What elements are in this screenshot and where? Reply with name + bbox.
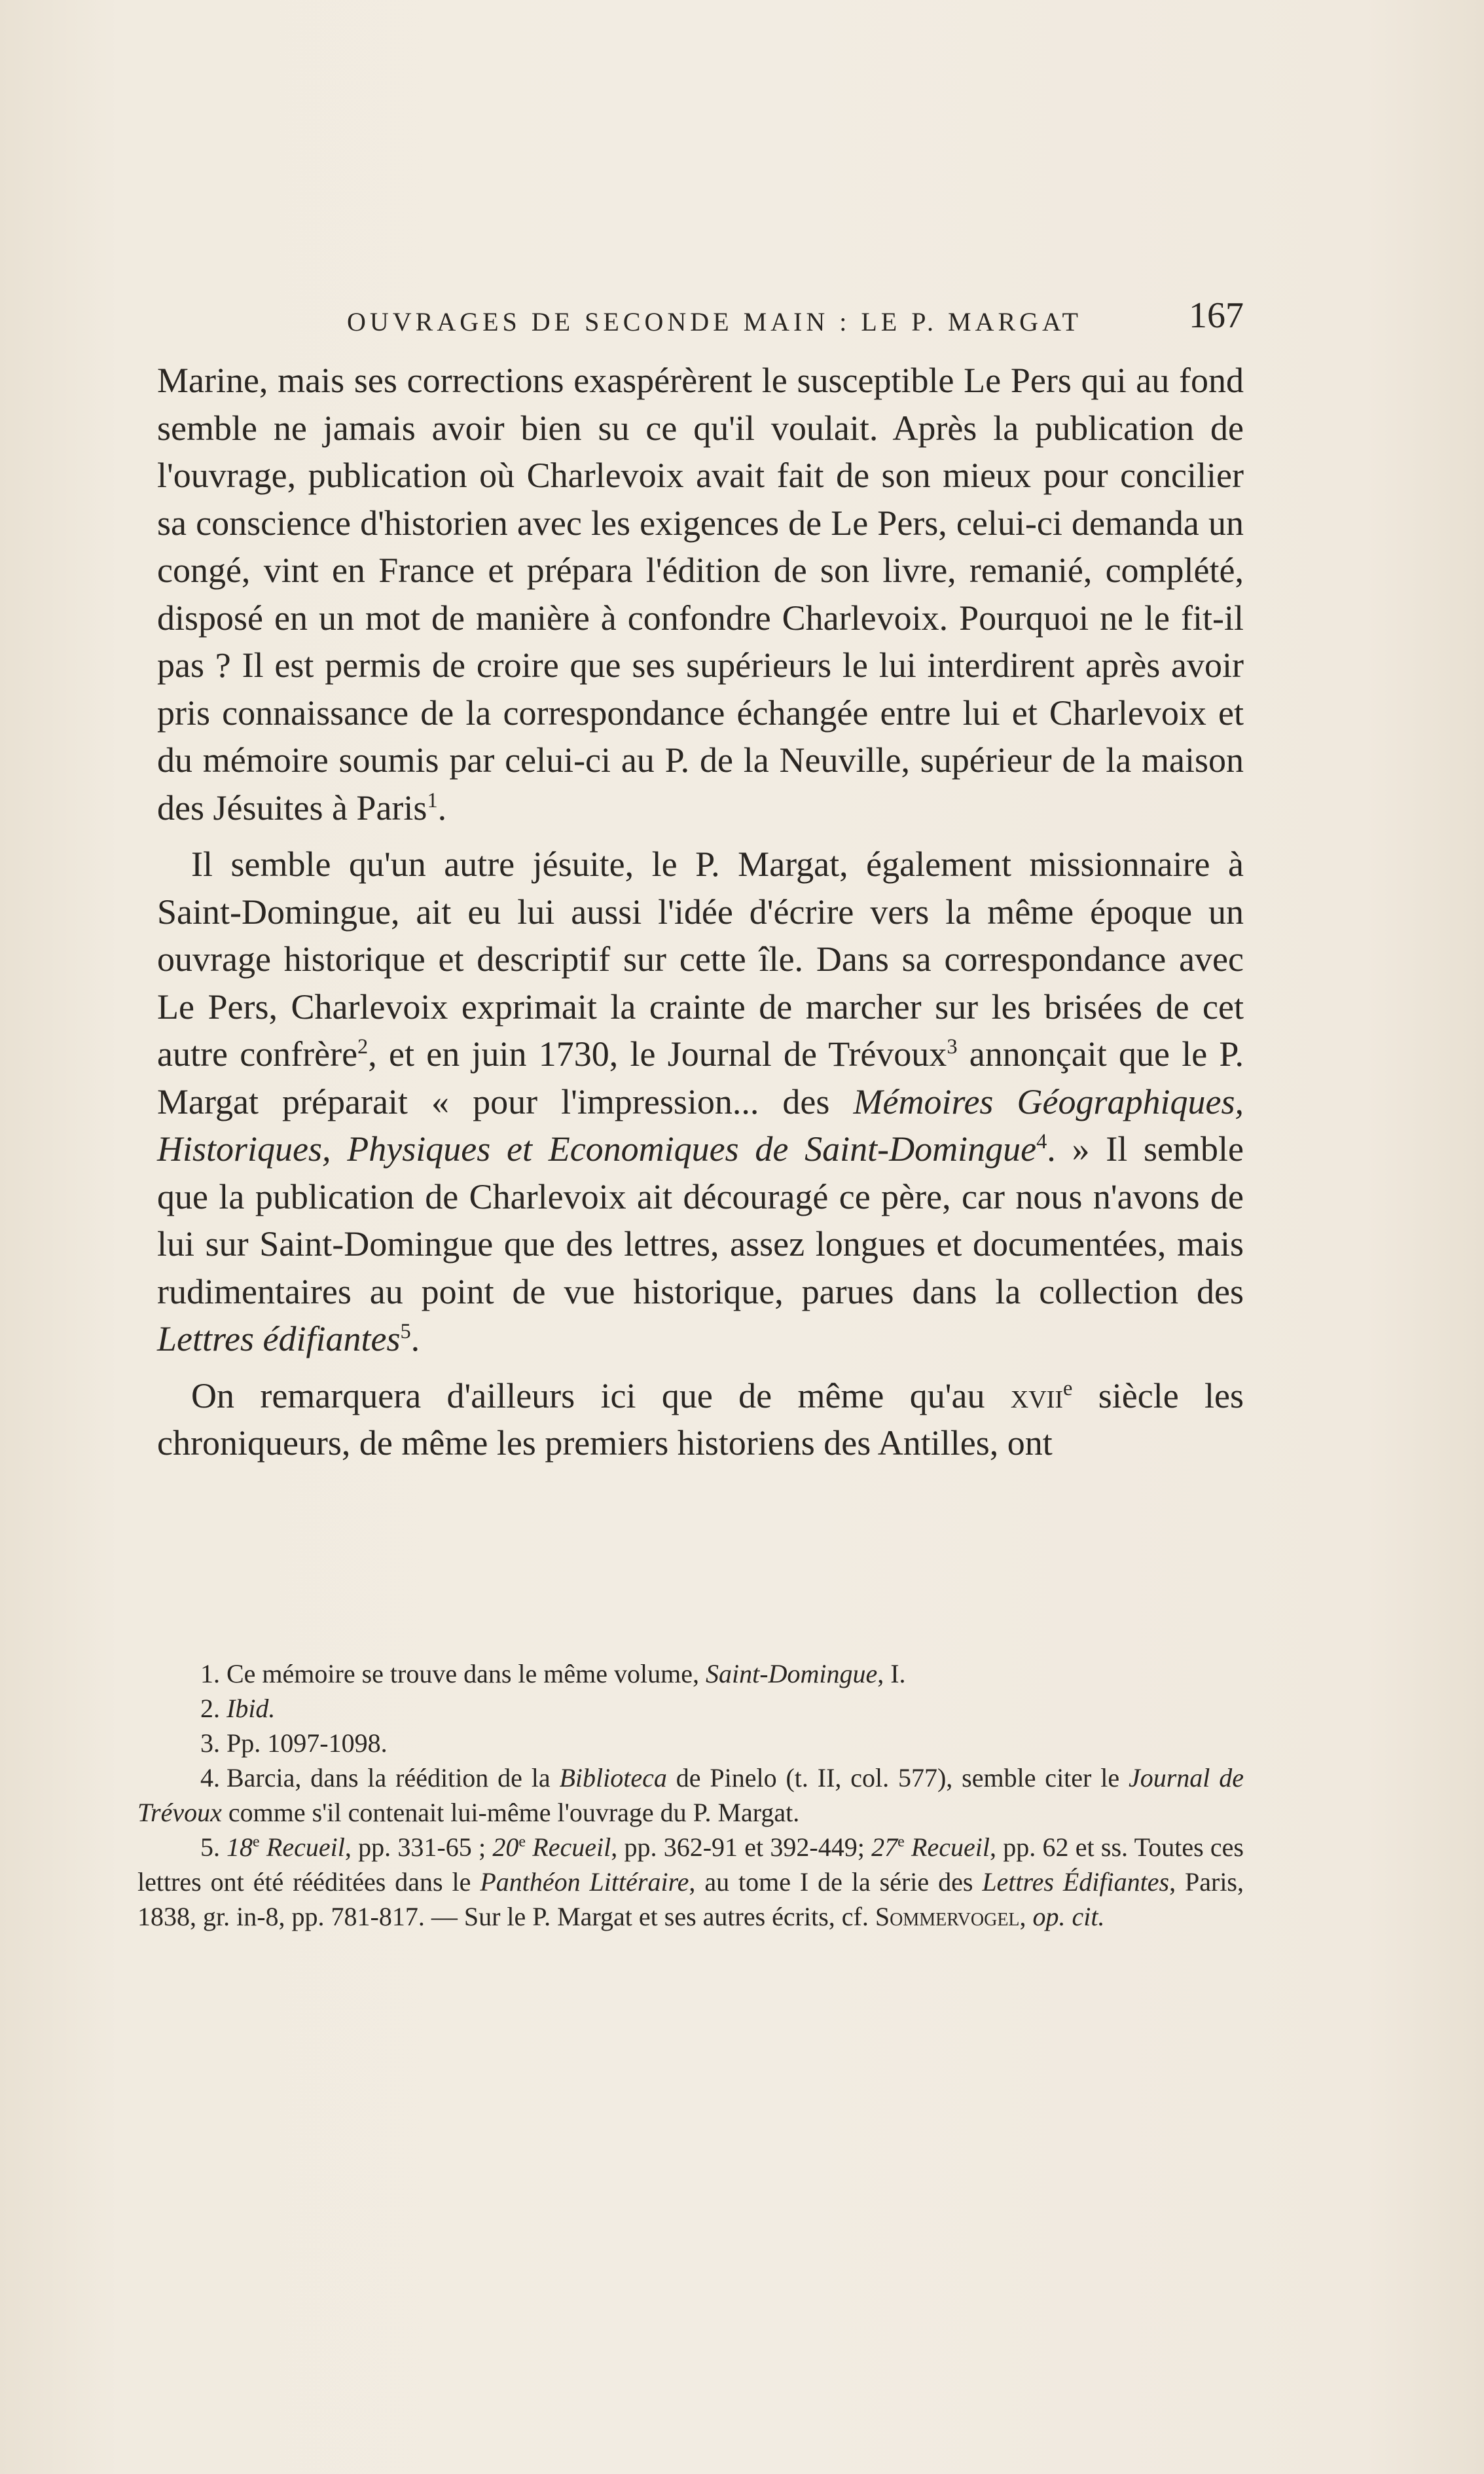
footnote-3	[137, 1726, 1244, 1760]
ordinal-suffix: e	[518, 1833, 526, 1851]
footnote-number: 4.	[200, 1763, 220, 1792]
footnote-italic: 18	[226, 1832, 253, 1862]
footnote-2	[137, 1691, 1244, 1726]
footnote-italic: Saint-Domingue	[706, 1659, 878, 1688]
ordinal-suffix: e	[253, 1833, 260, 1851]
footnote-ref-2: 2	[357, 1035, 369, 1059]
footnote-text: comme s'il contenait lui-même l'ouvrage du P. Margat.	[221, 1798, 800, 1827]
paragraph-2-text-c: annonçait que le P. Margat préparait « pour l'impression... des	[157, 1034, 1244, 1121]
main-text	[157, 357, 1244, 1467]
page-header	[157, 295, 1244, 340]
footnote-5	[137, 1830, 1244, 1934]
footnote-italic: Journal de Trévoux	[137, 1763, 1244, 1827]
footnote-text: , pp. 62 et ss. Toutes ces lettres ont été rééditées dans le	[137, 1832, 1244, 1897]
footnote-text: Ce mémoire se trouve dans le même volume,	[226, 1659, 706, 1688]
footnote-text: , pp. 362-91 et 392-449;	[611, 1832, 872, 1862]
footnote-4	[137, 1760, 1244, 1830]
footnote-ref-4: 4	[1036, 1130, 1047, 1154]
paragraph-3-text-a: On remarquera d'ailleurs ici que de même qu'au	[191, 1375, 1011, 1415]
paragraph-1-end: .	[437, 788, 447, 828]
author-name: Sommervogel	[875, 1902, 1020, 1931]
ordinal-suffix: e	[897, 1833, 905, 1851]
footnote-italic: Recueil	[259, 1832, 345, 1862]
paragraph-2-end: .	[410, 1319, 420, 1358]
paragraph-2-text-b: , et en juin 1730, le Journal de Trévoux	[368, 1034, 947, 1074]
footnote-italic: Recueil	[904, 1832, 990, 1862]
footnote-text: , I.	[877, 1659, 906, 1688]
footnote-italic: Panthéon Littéraire	[480, 1867, 689, 1897]
footnote-ref-1: 1	[427, 788, 438, 812]
century-numeral: xvii	[1010, 1375, 1063, 1415]
footnote-text: Pp. 1097-1098.	[226, 1728, 388, 1758]
paragraph-1-text: Marine, mais ses corrections exaspérèrent le susceptible Le Pers qui au fond semble ne jamais avoir bien su ce qu'il voulait. Après la publication de l'ouvrage, publication où Charlevoix avait fait de son mieux pour concilier sa conscience d'historien avec les exigences de Le Pers, celui-ci demanda un congé, vint en France et prépara l'édition de son livre, remanié, complété, disposé en un mot de manière à confondre Charlevoix. Pourquoi ne le fit-il pas ? Il est permis de croire que ses supérieurs le lui interdirent après avoir pris connaissance de la correspondance échangée entre lui et Charlevoix et du mémoire soumis par celui-ci au P. de la Neuville, supérieur de la maison des Jésuites à Paris	[157, 361, 1244, 828]
footnote-number: 3.	[200, 1728, 220, 1758]
footnote-italic: Recueil	[526, 1832, 611, 1862]
paragraph-2-text-d: . » Il semble que la publication de Charlevoix ait découragé ce père, car nous n'avons de lui sur Saint-Domingue que des lettres, assez longues et documentées, mais rudimentaires au point de vue historique, parues dans la collection des	[157, 1129, 1244, 1311]
footnote-italic: op. cit.	[1032, 1902, 1105, 1931]
lettres-edifiantes-title: Lettres édifiantes	[157, 1319, 401, 1358]
footnote-text: , Paris, 1838, gr. in-8, pp. 781-817. — Sur le P. Margat et ses autres écrits, cf.	[137, 1867, 1244, 1931]
footnote-1	[137, 1656, 1244, 1691]
paragraph-1	[157, 357, 1244, 831]
footnotes	[137, 1656, 1244, 1934]
footnote-ref-5: 5	[400, 1320, 411, 1343]
footnote-text: , pp. 331-65 ;	[344, 1832, 493, 1862]
memoires-title: Mémoires Géographiques, Historiques, Physiques et Economiques de Saint-Domingue	[157, 1082, 1244, 1169]
footnote-italic: Ibid.	[226, 1694, 276, 1723]
footnote-italic: Lettres Édifiantes	[982, 1867, 1170, 1897]
page-number: 167	[1189, 295, 1244, 336]
paragraph-3	[157, 1372, 1244, 1467]
footnote-italic: Biblioteca	[559, 1763, 667, 1792]
footnote-number: 1.	[200, 1659, 220, 1688]
footnote-number: 2.	[200, 1694, 220, 1723]
footnote-text: , au tome I de la série des	[689, 1867, 983, 1897]
footnote-italic: 27	[871, 1832, 898, 1862]
footnote-italic: 20	[492, 1832, 519, 1862]
paragraph-2	[157, 841, 1244, 1363]
footnote-text: de Pinelo (t. II, col. 577), semble citer le	[666, 1763, 1129, 1792]
footnote-number: 5.	[200, 1832, 220, 1862]
footnote-text: ,	[1019, 1902, 1033, 1931]
paragraph-2-text-a: Il semble qu'un autre jésuite, le P. Margat, également missionnaire à Saint-Domingue, ait eu lui aussi l'idée d'écrire vers la même époque un ouvrage historique et descriptif sur cette île. Dans sa correspondance avec Le Pers, Charlevoix exprimait la crainte de marcher sur les brisées de cet autre confrère	[157, 845, 1244, 1074]
footnote-ref-3: 3	[947, 1035, 958, 1059]
footnote-text: Barcia, dans la réédition de la	[226, 1763, 560, 1792]
paragraph-3-text-b: siècle les chroniqueurs, de même les premiers historiens des Antilles, ont	[157, 1375, 1244, 1463]
running-title: OUVRAGES DE SECONDE MAIN : LE P. MARGAT	[347, 307, 1082, 337]
century-suffix: e	[1063, 1376, 1073, 1400]
